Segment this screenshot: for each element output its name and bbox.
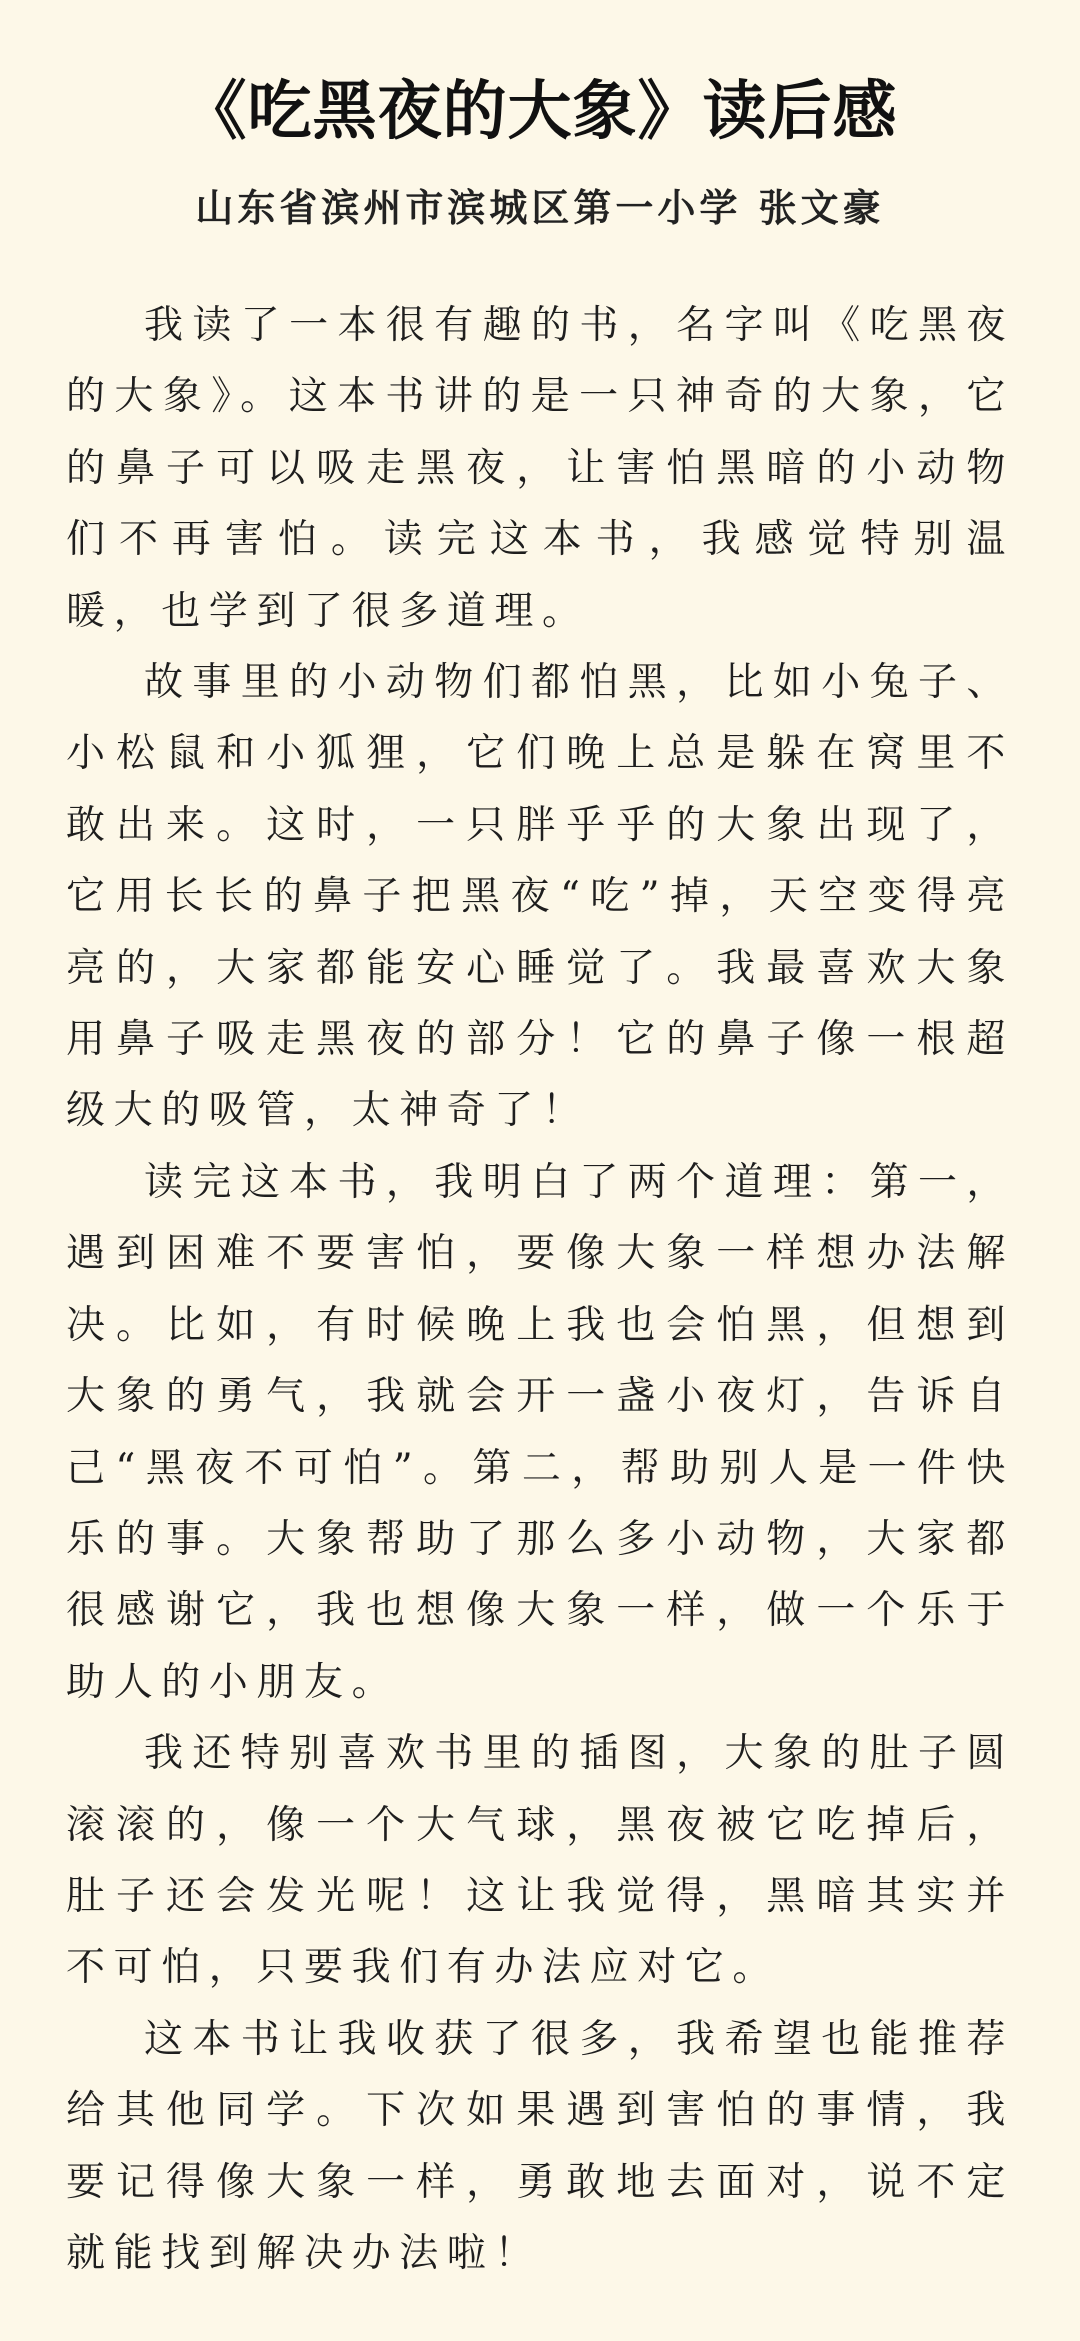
paragraph-2: 故事里的小动物们都怕黑，比如小兔子、小松鼠和小狐狸，它们晚上总是躲在窝里不敢出来。这时，一只胖乎乎的大象出现了，它用长长的鼻子把黑夜“吃”掉，天空变得亮亮的，大家都能安心睡觉了。我最喜欢大象用鼻子吸走黑夜的部分！它的鼻子像一根超级大的吸管，太神奇了！ <box>66 660 1014 1134</box>
paragraph-5: 这本书让我收获了很多，我希望也能推荐给其他同学。下次如果遇到害怕的事情，我要记得像大象一样，勇敢地去面对，说不定就能找到解决办法啦！ <box>66 2016 1014 2276</box>
paragraph-1: 我读了一本很有趣的书，名字叫《吃黑夜的大象》。这本书讲的是一只神奇的大象，它的鼻子可以吸走黑夜，让害怕黑暗的小动物们不再害怕。读完这本书，我感觉特别温暖，也学到了很多道理。 <box>66 303 1014 634</box>
essay-body <box>66 290 1014 2289</box>
author-line: 山东省滨州市滨城区第一小学 张文豪 <box>195 185 885 230</box>
essay-title: 《吃黑夜的大象》读后感 <box>182 74 898 149</box>
paragraph-3: 读完这本书，我明白了两个道理：第一，遇到困难不要害怕，要像大象一样想办法解决。比如，有时候晚上我也会怕黑，但想到大象的勇气，我就会开一盏小夜灯，告诉自己“黑夜不可怕”。第二，帮助别人是一件快乐的事。大象帮助了那么多小动物，大家都很感谢它，我也想像大象一样，做一个乐于助人的小朋友。 <box>66 1159 1014 1705</box>
paragraph-4: 我还特别喜欢书里的插图，大象的肚子圆滚滚的，像一个大气球，黑夜被它吃掉后，肚子还会发光呢！这让我觉得，黑暗其实并不可怕，只要我们有办法应对它。 <box>66 1731 1014 1991</box>
